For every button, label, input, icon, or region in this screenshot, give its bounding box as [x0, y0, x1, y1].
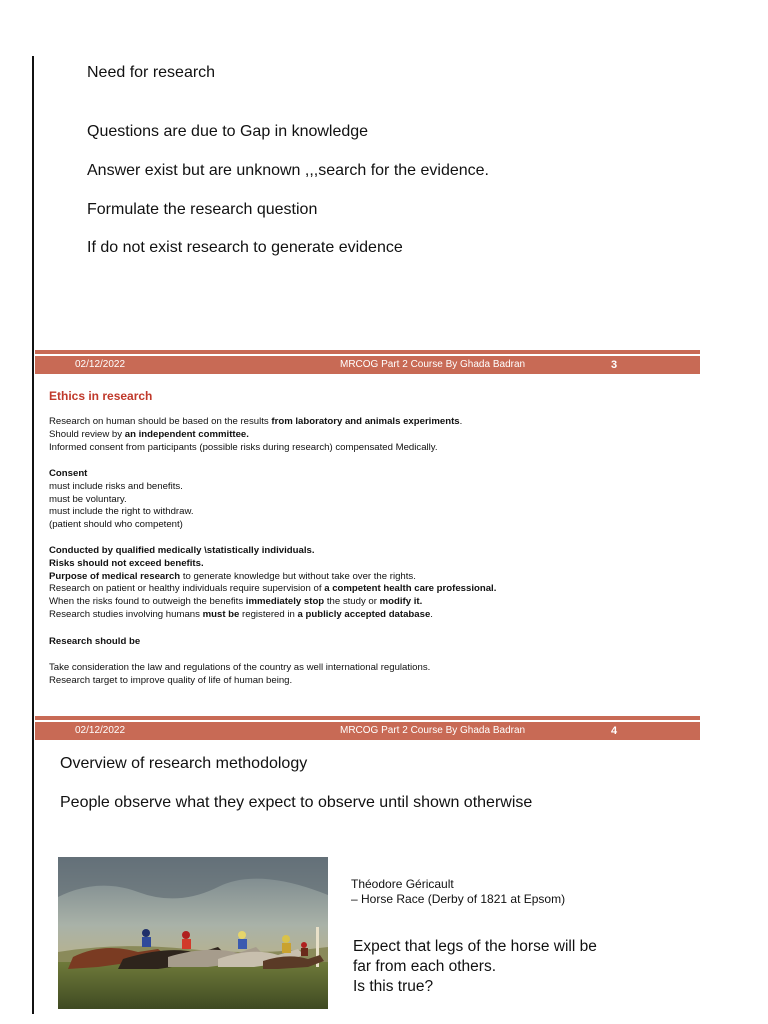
observation-question — [353, 937, 597, 997]
footer-page-number: 4 — [611, 725, 618, 737]
caption-title: – Horse Race (Derby of 1821 at Epsom) — [351, 892, 566, 906]
slide-line: Answer exist but are unknown ,,,search for the evidence. — [87, 162, 489, 179]
footer-date: 02/12/2022 — [75, 725, 126, 736]
footer-course: MRCOG Part 2 Course By Ghada Badran — [340, 359, 526, 370]
footer-page-number: 3 — [611, 359, 618, 371]
slide-footer — [35, 722, 700, 740]
horse-race-painting — [58, 857, 328, 1009]
question-line: far from each others. — [353, 958, 497, 975]
ethics-line: Informed consent from participants (possible risks during research) compensated Medically. — [49, 441, 438, 453]
ethics-line: Risks should not exceed benefits. — [49, 557, 204, 569]
question-line: Is this true? — [353, 978, 434, 995]
consent-item: must include the right to withdraw. — [49, 506, 194, 518]
slide-line: Questions are due to Gap in knowledge — [87, 123, 369, 140]
ethics-closing — [49, 662, 669, 688]
ethics-line: Research target to improve quality of life of human being. — [49, 674, 293, 686]
slide-footer — [35, 356, 700, 374]
methodology-subtitle: People observe what they expect to observe until shown otherwise — [60, 794, 533, 811]
ethics-line: Research on patient or healthy individuals require supervision of a competent health care professional. — [49, 583, 497, 595]
ethics-line: Research studies involving humans must be registered in a publicly accepted database. — [49, 608, 433, 620]
ethics-conduct-section — [49, 545, 669, 622]
consent-section — [49, 468, 669, 532]
ethics-line: Research on human should be based on the results from laboratory and animals experiments. — [49, 416, 463, 427]
caption-artist: Théodore Géricault — [351, 877, 454, 891]
footer-accent-line — [35, 350, 700, 354]
consent-item: must be voluntary. — [49, 493, 127, 505]
ethics-line: When the risks found to outweigh the benefits immediately stop the study or modify it. — [49, 596, 423, 608]
painting-caption — [351, 877, 565, 907]
need-for-research-heading: Need for research — [87, 64, 216, 81]
ethics-line: Should review by an independent committee. — [49, 428, 249, 440]
footer-accent-line — [35, 716, 700, 720]
ethics-line: Purpose of medical research to generate knowledge but without take over the rights. — [49, 570, 416, 582]
consent-item: must include risks and benefits. — [49, 480, 183, 492]
left-margin-rule — [32, 56, 34, 1014]
question-line: Expect that legs of the horse will be — [353, 938, 597, 955]
methodology-title: Overview of research methodology — [60, 755, 308, 772]
footer-date: 02/12/2022 — [75, 359, 126, 370]
consent-item: (patient should who competent) — [49, 519, 183, 531]
ethics-intro — [49, 416, 669, 454]
slide-line: If do not exist research to generate evidence — [87, 239, 403, 256]
ethics-title: Ethics in research — [49, 389, 153, 403]
slide-line: Formulate the research question — [87, 201, 318, 218]
ethics-line: Conducted by qualified medically \statistically individuals. — [49, 545, 315, 556]
consent-heading: Consent — [49, 468, 88, 479]
research-should-be: Research should be — [49, 636, 141, 647]
footer-course: MRCOG Part 2 Course By Ghada Badran — [340, 725, 526, 736]
ethics-line: Take consideration the law and regulations of the country as well international regulations. — [49, 662, 431, 673]
